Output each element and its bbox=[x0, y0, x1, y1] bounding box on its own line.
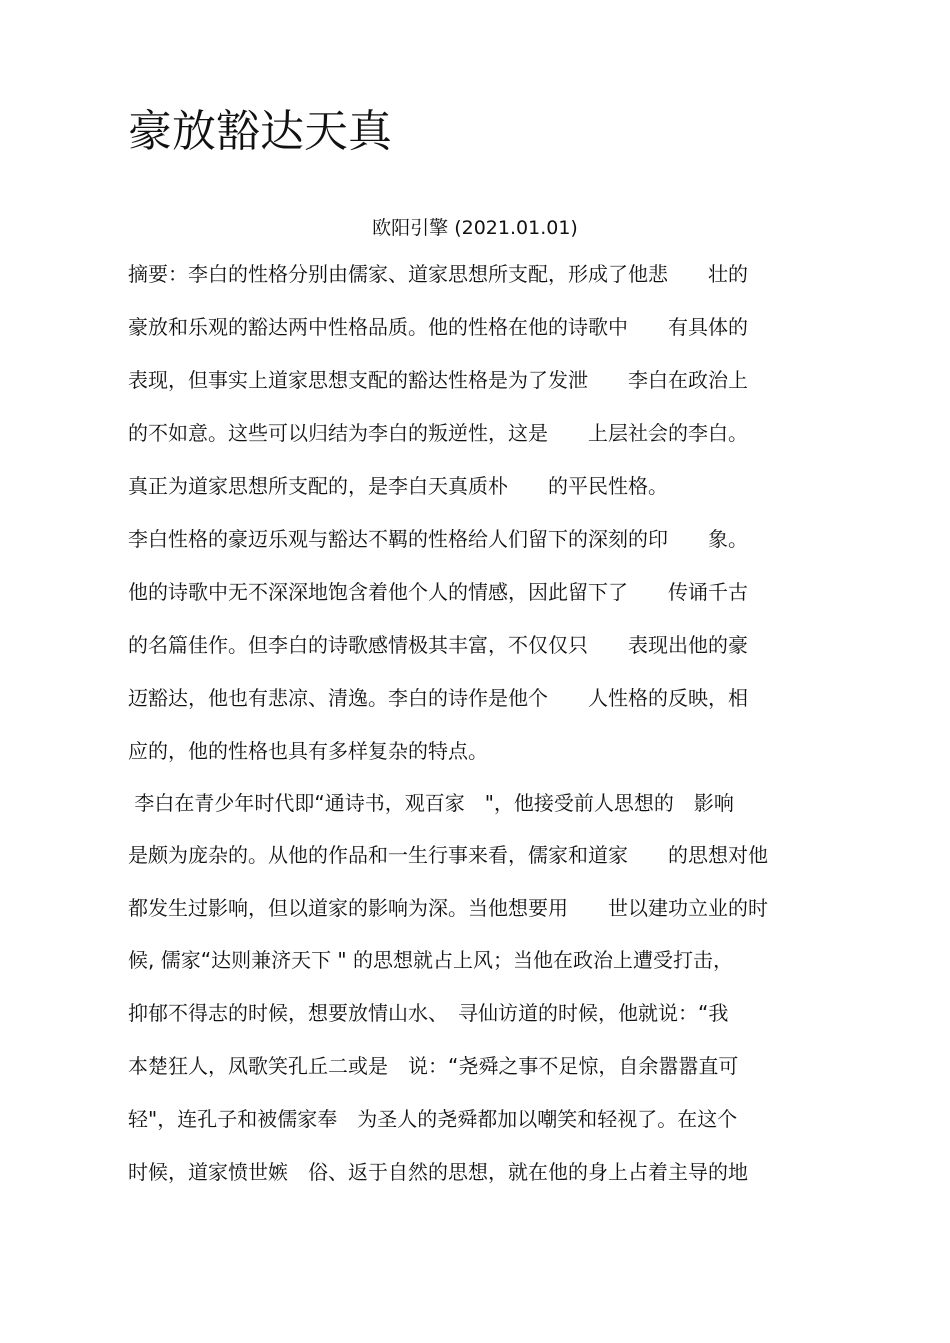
body-line: 轻"，连孔子和被儒家奉 为圣人的尧舜都加以嘲笑和轻视了。在这个 bbox=[128, 1107, 738, 1131]
body-line: 摘要：李白的性格分别由儒家、道家思想所支配，形成了他悲 壮的 bbox=[128, 262, 748, 286]
body-line: 应的，他的性格也具有多样复杂的特点。 bbox=[128, 739, 488, 763]
body-line: 时候，道家愤世嫉 俗、返于自然的思想，就在他的身上占着主导的地 bbox=[128, 1160, 748, 1184]
body-line: 的不如意。这些可以归结为李白的叛逆性，这是 上层社会的李白。 bbox=[128, 421, 748, 445]
body-line: 候, 儒家“达则兼济天下 " 的思想就占上风；当他在政治上遭受打击， bbox=[128, 948, 733, 972]
author-byline: 欧阳引擎 (2021.01.01) bbox=[372, 217, 578, 239]
body-line: 他的诗歌中无不深深地饱含着他个人的情感，因此留下了 传诵千古 bbox=[128, 580, 748, 604]
body-line: 表现，但事实上道家思想支配的豁达性格是为了发泄 李白在政治上 bbox=[128, 368, 748, 392]
body-line: 李白性格的豪迈乐观与豁达不羁的性格给人们留下的深刻的印 象。 bbox=[128, 527, 748, 551]
body-line: 豪放和乐观的豁达两中性格品质。他的性格在他的诗歌中 有具体的 bbox=[128, 315, 748, 339]
body-line: 的名篇佳作。但李白的诗歌感情极其丰富，不仅仅只 表现出他的豪 bbox=[128, 633, 748, 657]
body-line: 是颇为庞杂的。从他的作品和一生行事来看，儒家和道家 的思想对他 bbox=[128, 843, 768, 867]
body-line: 抑郁不得志的时候，想要放情山水、 寻仙访道的时候，他就说：“我 bbox=[128, 1001, 729, 1025]
body-line: 迈豁达，他也有悲凉、清逸。李白的诗作是他个 人性格的反映，相 bbox=[128, 686, 748, 710]
document-title: 豪放豁达天真 bbox=[128, 106, 392, 157]
body-line: 真正为道家思想所支配的，是李白天真质朴 的平民性格。 bbox=[128, 474, 668, 498]
body-line: 本楚狂人，凤歌笑孔丘二或是 说：“尧舜之事不足惊，自余嚣嚣直可 bbox=[128, 1054, 739, 1078]
body-line: 李白在青少年时代即“通诗书，观百家 "，他接受前人思想的 影响 bbox=[128, 791, 734, 815]
body-line: 都发生过影响，但以道家的影响为深。当他想要用 世以建功立业的时 bbox=[128, 896, 768, 920]
